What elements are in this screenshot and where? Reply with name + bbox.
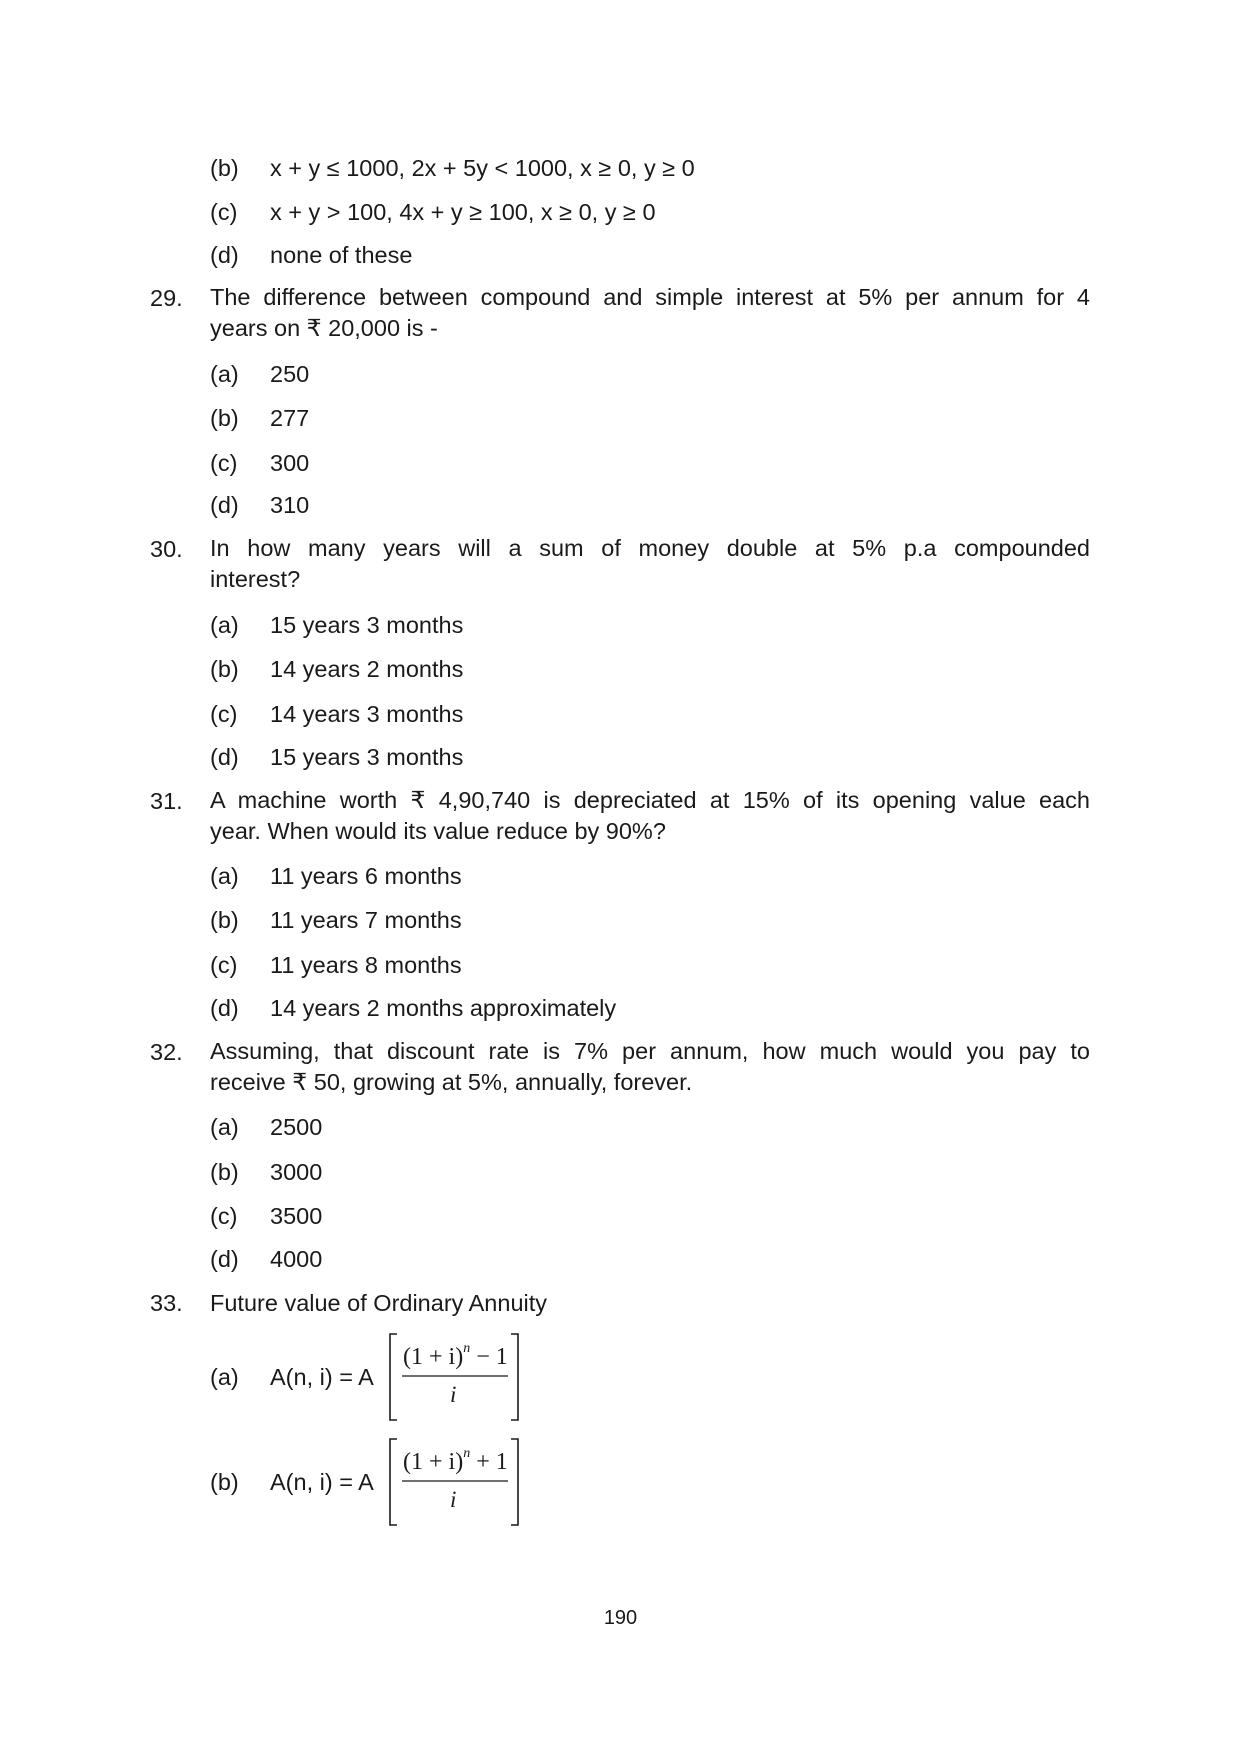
option-text: 14 years 2 months approximately: [270, 995, 617, 1021]
question-line: Assuming, that discount rate is 7% per annum, how much would you pay to: [210, 1038, 1090, 1064]
annuity-formula-a: [270, 1328, 530, 1428]
question-text: [210, 282, 1090, 344]
numerator-exponent: n: [463, 1446, 471, 1461]
numerator-base: (1 + i): [403, 1449, 464, 1475]
option-text: none of these: [270, 242, 413, 268]
numerator-tail: − 1: [470, 1344, 508, 1370]
option-text: 14 years 3 months: [270, 701, 464, 727]
option-text: 4000: [270, 1246, 323, 1272]
formula-prefix: A(n, i) = A: [270, 1364, 374, 1390]
option-label: (b): [210, 155, 239, 181]
left-bracket: [390, 1334, 397, 1420]
formula-prefix: A(n, i) = A: [270, 1469, 374, 1495]
annuity-formula-b: [270, 1433, 530, 1533]
right-bracket: [511, 1334, 518, 1420]
option-label: (c): [210, 701, 238, 727]
question-line: years on ₹ 20,000 is -: [210, 315, 438, 341]
option-label: (a): [210, 863, 239, 889]
numerator-tail: + 1: [470, 1449, 508, 1475]
option-label: (a): [210, 361, 239, 387]
right-bracket: [511, 1439, 518, 1525]
option-label: (a): [210, 1114, 239, 1140]
option-text: x + y ≤ 1000, 2x + 5y < 1000, x ≥ 0, y ≥ 0: [270, 155, 695, 181]
option-text: 11 years 8 months: [270, 952, 462, 978]
question-line: year. When would its value reduce by 90%?: [210, 818, 666, 844]
option-text: 300: [270, 450, 310, 476]
option-label: (d): [210, 995, 239, 1021]
formula-numerator: [403, 1341, 508, 1370]
option-text: 250: [270, 361, 310, 387]
page-number: 190: [603, 1607, 638, 1629]
question-text: [210, 785, 1090, 847]
option-label: (d): [210, 242, 239, 268]
option-text: 310: [270, 492, 310, 518]
option-label: (c): [210, 952, 238, 978]
option-text: 15 years 3 months: [270, 744, 464, 770]
question-text: Future value of Ordinary Annuity: [210, 1290, 548, 1316]
option-text: 3500: [270, 1203, 323, 1229]
option-text: 11 years 7 months: [270, 907, 462, 933]
question-number: 29.: [150, 285, 183, 311]
question-number: 33.: [150, 1290, 183, 1316]
option-text: 14 years 2 months: [270, 656, 464, 682]
option-label: (d): [210, 744, 239, 770]
question-line: A machine worth ₹ 4,90,740 is depreciated at 15% of its opening value each: [210, 787, 1090, 813]
question-line: The difference between compound and simple interest at 5% per annum for 4: [210, 284, 1090, 310]
option-label: (b): [210, 1469, 239, 1495]
formula-numerator: [403, 1446, 508, 1475]
option-label: (d): [210, 1246, 239, 1272]
question-number: 32.: [150, 1039, 183, 1065]
question-line: interest?: [210, 566, 301, 592]
option-label: (a): [210, 1364, 239, 1390]
option-text: 15 years 3 months: [270, 612, 464, 638]
question-text: [210, 1036, 1090, 1098]
option-label: (a): [210, 612, 239, 638]
option-label: (b): [210, 656, 239, 682]
formula-denominator: i: [450, 1487, 457, 1512]
numerator-exponent: n: [463, 1341, 471, 1356]
option-label: (b): [210, 907, 239, 933]
option-label: (b): [210, 405, 239, 431]
option-label: (b): [210, 1159, 239, 1185]
numerator-base: (1 + i): [403, 1344, 464, 1370]
question-text: [210, 533, 1090, 595]
option-text: 11 years 6 months: [270, 863, 462, 889]
question-line: receive ₹ 50, growing at 5%, annually, forever.: [210, 1069, 693, 1095]
option-label: (c): [210, 1203, 238, 1229]
question-number: 30.: [150, 536, 183, 562]
option-text: 277: [270, 405, 310, 431]
option-label: (d): [210, 492, 239, 518]
question-number: 31.: [150, 788, 183, 814]
formula-denominator: i: [450, 1382, 457, 1407]
option-label: (c): [210, 450, 238, 476]
question-line: In how many years will a sum of money double at 5% p.a compounded: [210, 535, 1090, 561]
left-bracket: [390, 1439, 397, 1525]
option-label: (c): [210, 199, 238, 225]
option-text: 2500: [270, 1114, 323, 1140]
option-text: 3000: [270, 1159, 323, 1185]
option-text: x + y > 100, 4x + y ≥ 100, x ≥ 0, y ≥ 0: [270, 199, 656, 225]
